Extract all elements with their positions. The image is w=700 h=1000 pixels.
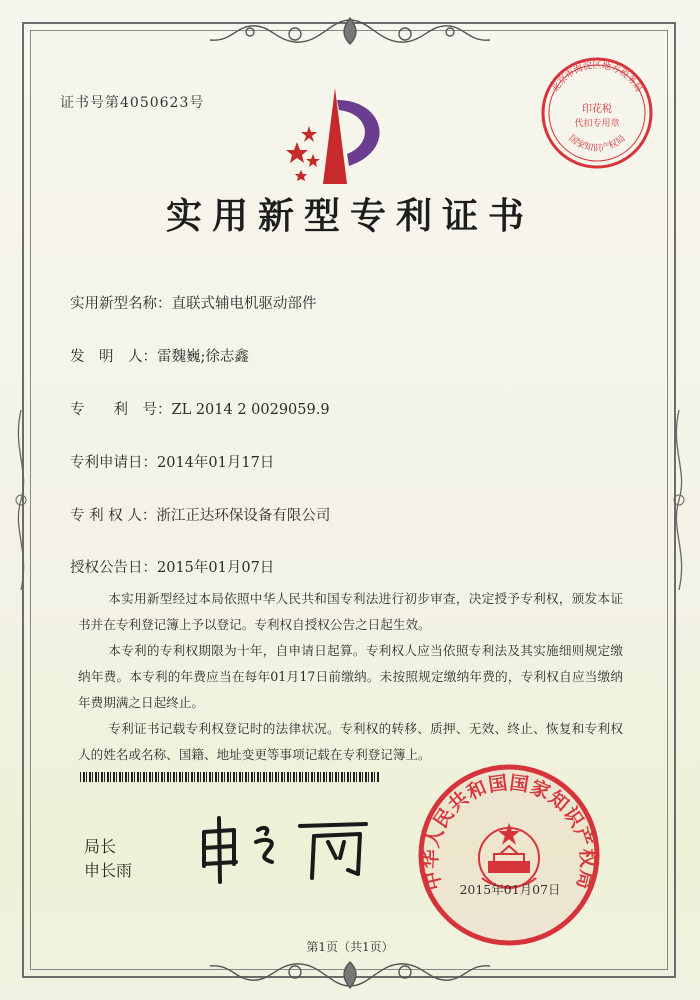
top-ornament [200,14,500,58]
right-ornament [668,400,690,600]
certificate-number: 证书号第4050623号 [60,95,205,111]
inventor-value: 雷魏巍;徐志鑫 [157,349,249,365]
seal-ring-text: 中华人民共和国国家知识产权局 [419,771,599,893]
inventor-row [70,345,249,366]
utility-model-name-row [70,292,317,313]
tax-seal-line1: 印花税 [582,104,612,115]
body-paragraph-2: 本专利的专利权期限为十年，自申请日起算。专利权人应当依照专利法及其实施细则规定缴纳年费。本专利的年费应当在每年01月17日前缴纳。未按照规定缴纳年费的，专利权自应当缴纳年费期满之日起终止。 [78,643,623,710]
patent-number-value: ZL 2014 2 0029059.9 [171,402,330,418]
grant-date-value: 2015年01月07日 [157,560,275,576]
svg-text:北京市海淀区地方税务局 [549,59,644,94]
director-title: 局长 [84,837,117,856]
sipo-official-seal [416,762,602,948]
seal-date: 2015年01月07日 [459,882,561,897]
patentee-row [70,504,330,525]
body-paragraph-3: 专利证书记载专利权登记时的法律状况。专利权的转移、质押、无效、终止、恢复和专利权人的姓名或名称、国籍、地址变更等事项记载在专利登记簿上。 [78,721,623,762]
patent-office-emblem-icon [275,80,405,190]
grant-date-row [70,556,274,577]
bottom-ornament [200,952,500,992]
patentee-value: 浙江正达环保设备有限公司 [156,508,331,524]
page-indicator: 第1页（共1页） [306,940,394,954]
certificate-title: 实用新型专利证书 [165,195,534,237]
barcode [80,772,380,782]
filing-date-row [70,451,274,472]
tax-seal-stamp [538,54,656,172]
tax-seal-bottom-text: 国家知识产权局 [566,133,628,154]
certificate-body [78,586,623,768]
director-name: 申长雨 [84,861,133,880]
utility-model-name-value: 直联式辅电机驱动部件 [171,296,317,312]
body-paragraph-1: 本实用新型经过本局依照中华人民共和国专利法进行初步审查，决定授予专利权，颁发本证书并在专利登记簿上予以登记。专利权自授权公告之日起生效。 [78,591,623,632]
left-ornament [10,400,32,600]
patentee-label: 专 利 权 人： [70,508,157,524]
tax-seal-ring-text: 北京市海淀区地方税务局 [550,61,644,95]
svg-text:国家知识产权局 [566,133,627,154]
patent-number-label: 专 利 号： [70,402,172,418]
director-signature [190,808,380,888]
inventor-label: 发 明 人： [70,349,157,365]
tax-seal-line2: 代扣专用章 [574,119,620,129]
grant-date-label: 授权公告日： [70,560,157,576]
patent-number-row [70,398,330,419]
utility-model-name-label: 实用新型名称： [70,296,172,312]
filing-date-label: 专利申请日： [70,455,157,471]
filing-date-value: 2014年01月17日 [157,455,275,471]
